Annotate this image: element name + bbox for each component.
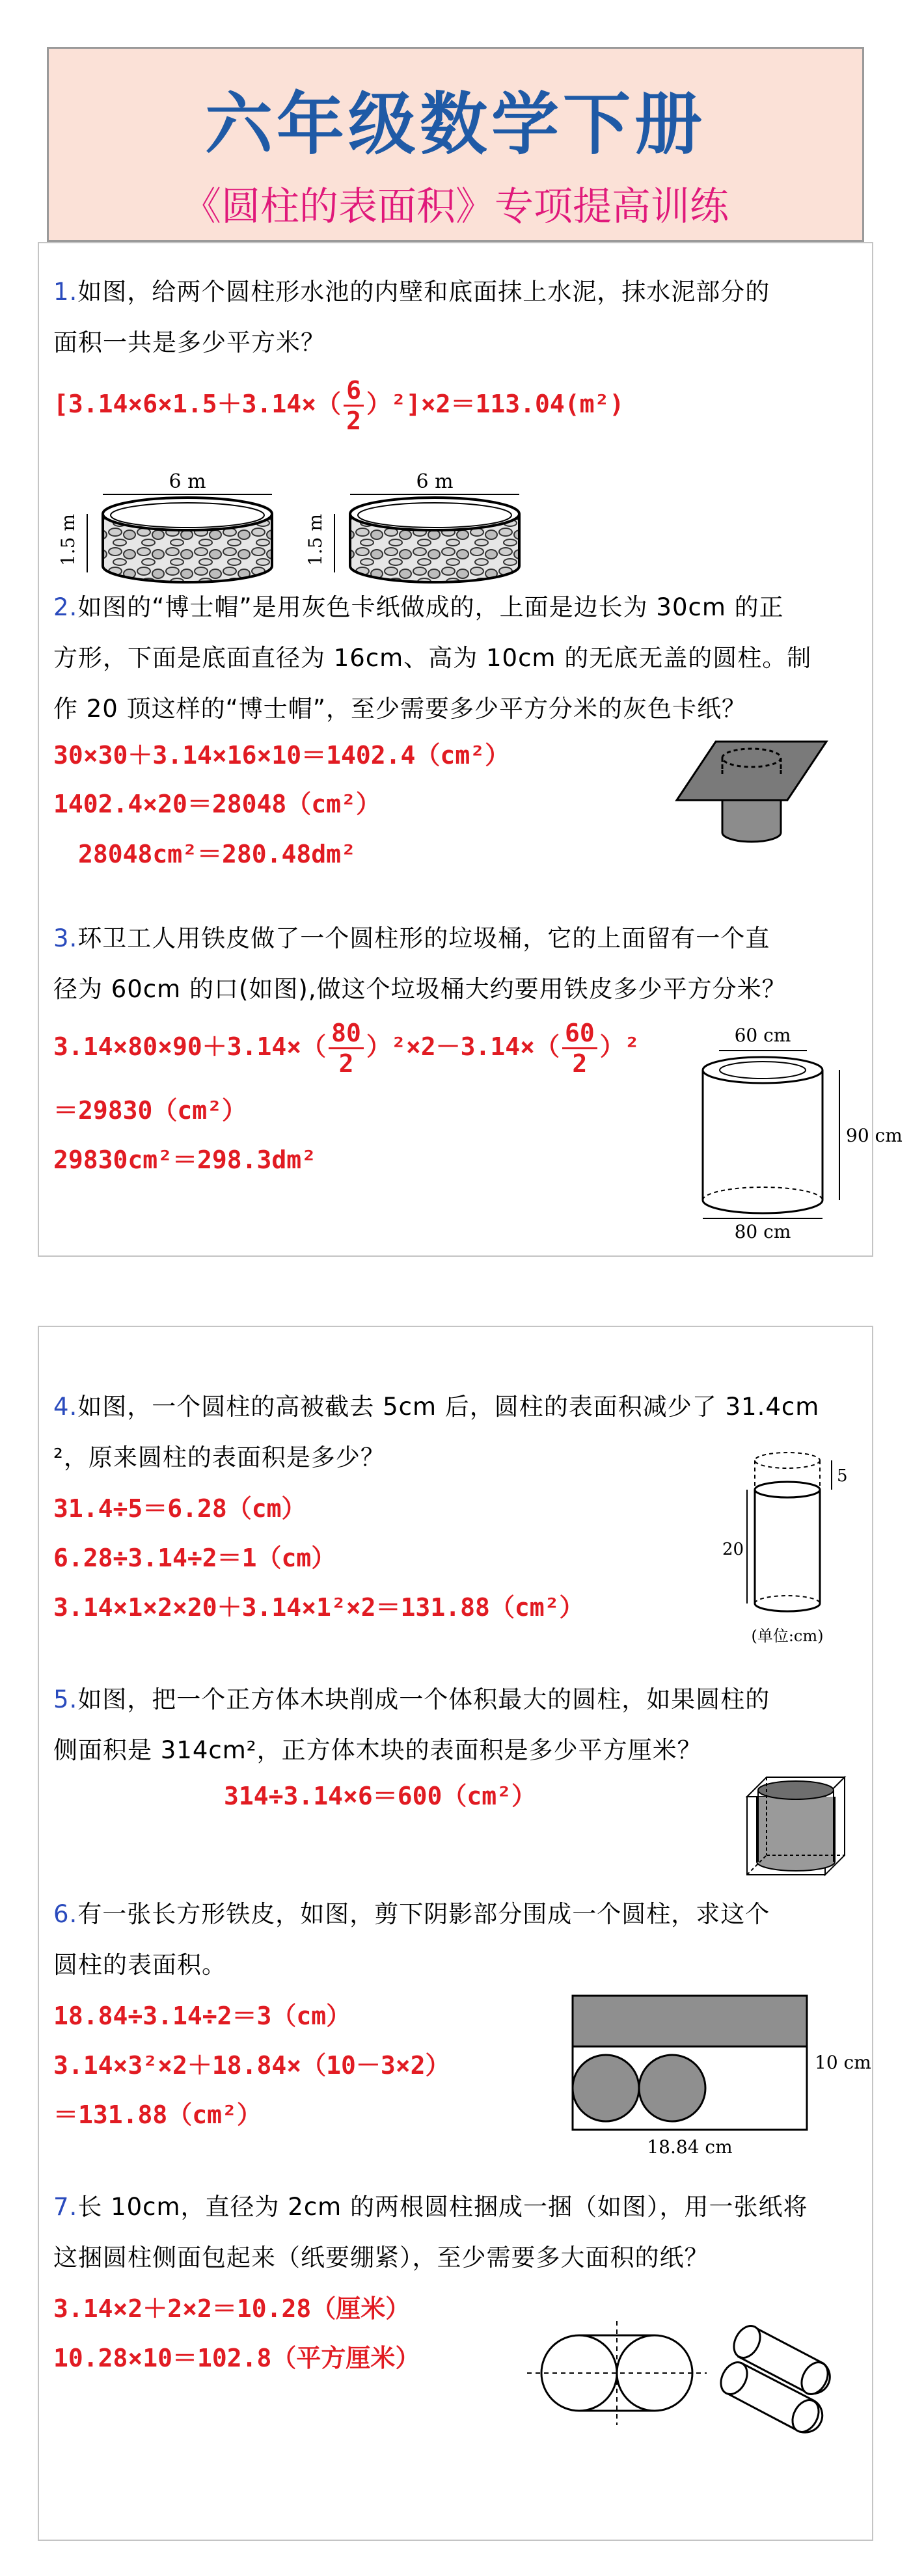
problem-2-answer-line-2: 1402.4×20＝28048（cm²） [53,790,381,818]
problem-number: 3. [53,924,78,952]
cylinder-cut-figure [722,1447,865,1649]
unit-label: (单位:cm) [751,1627,824,1645]
problem-number: 5. [53,1685,78,1713]
pool-1 [57,470,272,582]
doctor-hat-figure [677,729,826,852]
problem-number: 1. [53,278,78,306]
problem-2-answer-line-3: 28048cm²＝280.48dm² [78,840,356,868]
problem-3-answer-line-2: ＝29830（cm²） [53,1096,247,1125]
problem-number: 7. [53,2193,78,2221]
problem-5-text: 5.如图，把一个正方体木块削成一个体积最大的圆柱，如果圆柱的 侧面积是 314cm²，正方体木块的表面积是多少平方厘米？ [53,1685,770,1764]
pool-figures [51,468,519,585]
problem-3-text: 3.环卫工人用铁皮做了一个圆柱形的垃圾桶，它的上面留有一个直 径为 60cm 的口(如图),做这个垃圾桶大约要用铁皮多少平方分米？ [53,924,787,1003]
problem-6-answer-line-2: 3.14×3²×2＋18.84×（10－3×2） [53,2051,450,2080]
problem-2-text: 2.如图的“博士帽”是用灰色卡纸做成的，上面是边长为 30cm 的正 方形，下面是底面直径为 16cm、高为 10cm 的无底无盖的圆柱。制 作 20 顶这样的“博士帽”，至少需要多少平方分米的灰色卡纸？ [53,593,812,723]
problem-number: 6. [53,1900,78,1928]
problem-4-answer-line-2: 6.28÷3.14÷2＝1（cm） [53,1544,336,1572]
problem-6-answer-line-1: 18.84÷3.14÷2＝3（cm） [53,2002,351,2030]
problem-4-answer-line-3: 3.14×1×2×20＋3.14×1²×2＝131.88（cm²） [53,1593,584,1622]
problem-7-answer-line-2: 10.28×10＝102.8（平方厘米） [53,2344,420,2372]
title-banner [47,47,864,242]
width-label: 18.84 cm [647,2136,733,2158]
height-label: 90 cm [846,1125,903,1146]
cut-label: 5 [837,1466,848,1486]
iron-sheet-figure [566,1989,872,2158]
perspective-view [716,2322,833,2437]
problem-6-text: 6.有一张长方形铁皮，如图，剪下阴影部分围成一个圆柱，求这个 圆柱的表面积。 [53,1900,770,1979]
problem-2-answer-line-1: 30×30＋3.14×16×10＝1402.4（cm²） [53,741,510,770]
problem-4-text: 4.如图，一个圆柱的高被截去 5cm 后，圆柱的表面积减少了 31.4cm ²，原来圆柱的表面积是多少？ [53,1393,820,1471]
height-label: 1.5 m [57,514,79,566]
problem-7-answer-line-1: 3.14×2＋2×2＝10.28（厘米） [53,2294,411,2323]
problem-1-text: 1.如图，给两个圆柱形水池的内壁和底面抹上水泥，抹水泥部分的 面积一共是多少平方米？ [53,278,770,356]
cross-section-view [527,2321,707,2425]
page-title: 六年级数学下册 [204,85,706,164]
problem-6-answer-line-3: ＝131.88（cm²） [53,2100,262,2129]
bottom-diameter-label: 80 cm [734,1221,791,1242]
problem-number: 2. [53,593,78,621]
fraction: $\frac{80}{2}$ [329,1019,364,1078]
fraction: $\frac{60}{2}$ [562,1019,597,1078]
trash-bin-figure [690,1018,903,1242]
height-label: 1.5 m [305,514,326,566]
problem-5-answer: 314÷3.14×6＝600（cm²） [224,1782,537,1810]
cube-cylinder-figure [741,1771,851,1881]
fraction: $\frac{6}{2}$ [344,376,364,435]
height-label: 20 [722,1540,744,1559]
problem-3-answer-line-3: 29830cm²＝298.3dm² [53,1146,317,1174]
pool-2 [305,470,519,582]
problem-4-answer-line-1: 31.4÷5＝6.28（cm） [53,1494,306,1523]
page-subtitle: 《圆柱的表面积》专项提高训练 [182,184,729,230]
top-diameter-label: 60 cm [734,1025,791,1046]
problem-1-answer: [3.14×6×1.5＋3.14×（ $\frac{6}{2}$ ）²]×2＝113.04(m²) [53,376,625,435]
width-label: 6 m [169,470,206,493]
problem-7-text: 7.长 10cm，直径为 2cm 的两根圆柱捆成一捆（如图），用一张纸将 这捆圆柱侧面包起来（纸要绷紧），至少需要多大面积的纸？ [53,2193,808,2272]
width-label: 6 m [416,470,454,493]
bundled-cylinders-figure [514,2301,865,2445]
height-label: 10 cm [815,2052,871,2073]
problem-number: 4. [53,1393,78,1421]
problem-3-answer-line-1: 3.14×80×90＋3.14×（ $\frac{80}{2}$ ）²×2－3.14×（ $\frac{60}{2}$ ）² [53,1019,640,1078]
